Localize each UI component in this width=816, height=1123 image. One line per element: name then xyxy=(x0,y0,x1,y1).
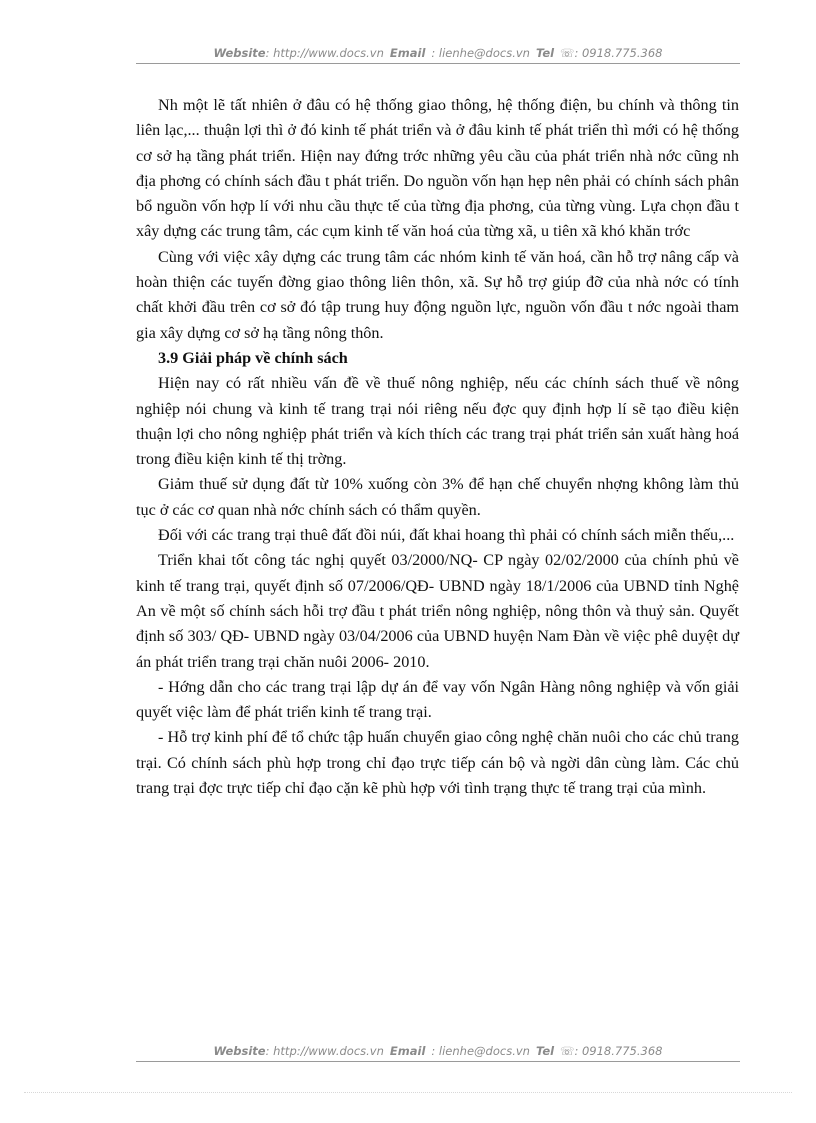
header-website-label: Website xyxy=(213,46,266,60)
document-body xyxy=(136,93,739,801)
footer-email-value[interactable]: : lienhe@docs.vn xyxy=(431,1044,530,1058)
header-email-value[interactable]: : lienhe@docs.vn xyxy=(431,46,530,60)
header-email-label: Email xyxy=(389,46,426,60)
section-heading-policy: 3.9 Giải pháp về chính sách xyxy=(158,348,348,367)
footer-tel-value: : 0918.775.368 xyxy=(574,1044,663,1058)
footer-website-value[interactable]: : http://www.docs.vn xyxy=(265,1044,384,1058)
paragraph-support: Cùng với việc xây dựng các trung tâm các nhóm kinh tế văn hoá, cần hỗ trợ nâng cấp và hoàn thiện các tuyến đờng giao thông liên thôn, xã. Sự hỗ trợ giúp đỡ của nhà nớc có tính chất khởi đầu trên cơ sở đó tập trung huy động nguồn lực, nguồn vốn đầu t nớc ngoài tham gia xây dựng cơ sở hạ tầng nông thôn. xyxy=(136,247,739,342)
paragraph-funding: - Hỗ trợ kinh phí để tổ chức tập huấn chuyển giao công nghệ chăn nuôi cho các chủ trang trại. Có chính sách phù hợp trong chỉ đạo trực tiếp cán bộ và ngời dân cùng làm. Các chủ trang trại đợc trực tiếp chỉ đạo cặn kẽ phù hợp với tình trạng thực tế trang trại của mình. xyxy=(136,728,739,798)
footer-website-label: Website xyxy=(213,1044,266,1058)
paragraph-tax: Hiện nay có rất nhiều vấn đề về thuế nông nghiệp, nếu các chính sách thuế về nông nghiệp nói chung và kinh tế trang trại nói riêng nếu đợc quy định hợp lí sẽ tạo điều kiện thuận lợi cho nông nghiệp phát triển và kích thích các trang trại phát triển sản xuất hàng hoá trong điều kiện kinh tế thị trờng. xyxy=(136,374,739,469)
page-header xyxy=(136,46,740,64)
page-edge-divider xyxy=(24,1092,792,1093)
header-tel-value: : 0918.775.368 xyxy=(574,46,663,60)
paragraph-land-exemption: Đối với các trang trại thuê đất đồi núi, đất khai hoang thì phải có chính sách miễn thếu,... xyxy=(158,526,735,545)
paragraph-guidance: - Hớng dẫn cho các trang trại lập dự án để vay vốn Ngân Hàng nông nghiệp và vốn giải quyết việc làm để phát triển kinh tế trang trại. xyxy=(136,677,739,722)
telephone-icon: ☏ xyxy=(560,1044,575,1058)
footer-tel-label: Tel xyxy=(535,1044,555,1058)
paragraph-tax-reduction: Giảm thuế sử dụng đất từ 10% xuống còn 3% để hạn chế chuyển nhợng không làm thủ tục ở các cơ quan nhà nớc chính sách có thẩm quyền. xyxy=(136,475,739,519)
telephone-icon: ☏ xyxy=(560,46,575,60)
header-tel-label: Tel xyxy=(535,46,555,60)
paragraph-resolution: Triển khai tốt công tác nghị quyết 03/2000/NQ- CP ngày 02/02/2000 của chính phủ về kinh tế trang trại, quyết định số 07/2006/QĐ- UBND ngày 18/1/2006 của UBND tỉnh Nghệ An về một số chính sách hỗi trợ đầu t phát triển nông nghiệp, nông thôn và thuỷ sản. Quyết định số 303/ QĐ- UBND ngày 03/04/2006 của UBND huyện Nam Đàn về việc phê duyệt dự án phát triển trang trại chăn nuôi 2006- 2010. xyxy=(136,551,739,671)
header-website-value[interactable]: : http://www.docs.vn xyxy=(265,46,384,60)
paragraph-infrastructure: Nh một lẽ tất nhiên ở đâu có hệ thống giao thông, hệ thống điện, bu chính và thông tin liên lạc,... thuận lợi thì ở đó kinh tế phát triển và ở đâu kinh tế phát triển thì mới có hệ thống cơ sở hạ tầng phát triển. Hiện nay đứng trớc những yêu cầu của phát triển nhà nớc cũng nh địa phơng có chính sách đầu t phát triển. Do nguồn vốn hạn hẹp nên phải có chính sách phân bổ nguồn vốn hợp lí với nhu cầu thực tế của từng địa phơng, của từng vùng. Lựa chọn đầu t xây dựng các trung tâm, các cụm kinh tế văn hoá của từng xã, u tiên xã khó khăn trớc xyxy=(136,96,739,241)
footer-email-label: Email xyxy=(389,1044,426,1058)
page-footer xyxy=(136,1044,740,1062)
